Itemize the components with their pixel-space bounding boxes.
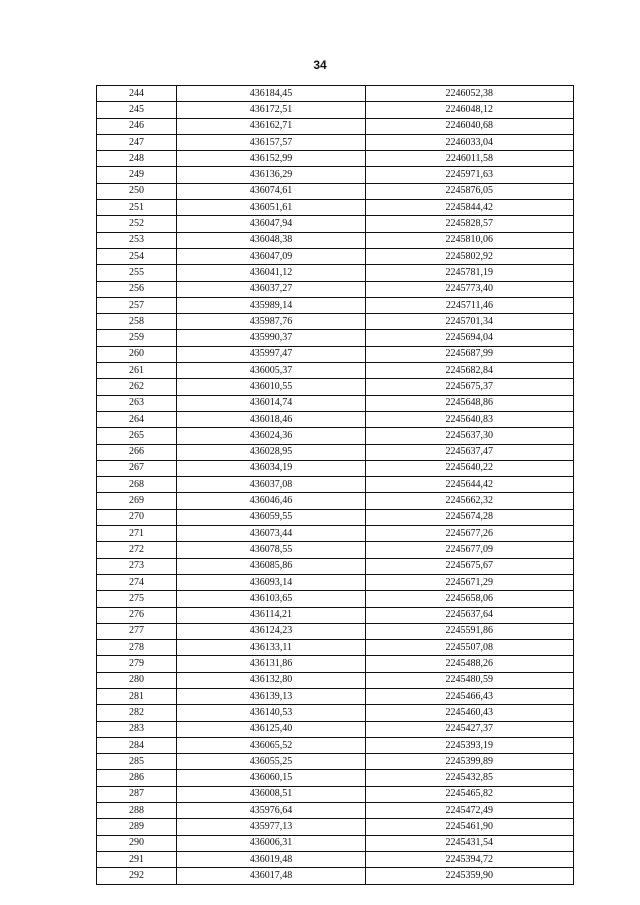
point-number-cell: 285 — [97, 754, 177, 770]
y-coordinate-cell: 2245671,29 — [366, 574, 574, 590]
table-row — [97, 770, 574, 786]
x-coordinate-cell: 436024,36 — [177, 428, 366, 444]
point-number-cell: 247 — [97, 134, 177, 150]
point-number-cell: 266 — [97, 444, 177, 460]
x-coordinate-cell: 435976,64 — [177, 803, 366, 819]
point-number-cell: 276 — [97, 607, 177, 623]
y-coordinate-cell: 2245677,09 — [366, 542, 574, 558]
point-number-cell: 272 — [97, 542, 177, 558]
table-row — [97, 835, 574, 851]
x-coordinate-cell: 436046,46 — [177, 493, 366, 509]
table-row — [97, 102, 574, 118]
point-number-cell: 284 — [97, 737, 177, 753]
table-row — [97, 819, 574, 835]
y-coordinate-cell: 2245461,90 — [366, 819, 574, 835]
point-number-cell: 246 — [97, 118, 177, 134]
y-coordinate-cell: 2245394,72 — [366, 851, 574, 867]
point-number-cell: 274 — [97, 574, 177, 590]
table-row — [97, 721, 574, 737]
point-number-cell: 268 — [97, 477, 177, 493]
x-coordinate-cell: 436037,27 — [177, 281, 366, 297]
point-number-cell: 278 — [97, 640, 177, 656]
point-number-cell: 270 — [97, 509, 177, 525]
table-row — [97, 786, 574, 802]
y-coordinate-cell: 2245427,37 — [366, 721, 574, 737]
y-coordinate-cell: 2245876,05 — [366, 183, 574, 199]
y-coordinate-cell: 2245637,30 — [366, 428, 574, 444]
x-coordinate-cell: 435990,37 — [177, 330, 366, 346]
table-row — [97, 754, 574, 770]
x-coordinate-cell: 436014,74 — [177, 395, 366, 411]
table-row — [97, 395, 574, 411]
point-number-cell: 288 — [97, 803, 177, 819]
y-coordinate-cell: 2245711,46 — [366, 297, 574, 313]
y-coordinate-cell: 2246040,68 — [366, 118, 574, 134]
x-coordinate-cell: 436085,86 — [177, 558, 366, 574]
y-coordinate-cell: 2245488,26 — [366, 656, 574, 672]
table-row — [97, 216, 574, 232]
table-row — [97, 134, 574, 150]
table-row — [97, 607, 574, 623]
point-number-cell: 258 — [97, 314, 177, 330]
point-number-cell: 262 — [97, 379, 177, 395]
x-coordinate-cell: 436034,19 — [177, 460, 366, 476]
point-number-cell: 253 — [97, 232, 177, 248]
y-coordinate-cell: 2245640,22 — [366, 460, 574, 476]
x-coordinate-cell: 436047,09 — [177, 248, 366, 264]
table-row — [97, 591, 574, 607]
y-coordinate-cell: 2245971,63 — [366, 167, 574, 183]
table-row — [97, 346, 574, 362]
page-number: 34 — [313, 58, 327, 72]
point-number-cell: 279 — [97, 656, 177, 672]
table-row — [97, 526, 574, 542]
y-coordinate-cell: 2245773,40 — [366, 281, 574, 297]
point-number-cell: 259 — [97, 330, 177, 346]
y-coordinate-cell: 2245431,54 — [366, 835, 574, 851]
table-row — [97, 444, 574, 460]
point-number-cell: 256 — [97, 281, 177, 297]
y-coordinate-cell: 2246011,58 — [366, 151, 574, 167]
point-number-cell: 283 — [97, 721, 177, 737]
x-coordinate-cell: 436008,51 — [177, 786, 366, 802]
x-coordinate-cell: 436136,29 — [177, 167, 366, 183]
point-number-cell: 277 — [97, 623, 177, 639]
point-number-cell: 249 — [97, 167, 177, 183]
table-row — [97, 297, 574, 313]
x-coordinate-cell: 436140,53 — [177, 705, 366, 721]
y-coordinate-cell: 2245810,06 — [366, 232, 574, 248]
x-coordinate-cell: 436184,45 — [177, 86, 366, 102]
y-coordinate-cell: 2245460,43 — [366, 705, 574, 721]
x-coordinate-cell: 436059,55 — [177, 509, 366, 525]
point-number-cell: 292 — [97, 868, 177, 884]
y-coordinate-cell: 2245591,86 — [366, 623, 574, 639]
y-coordinate-cell: 2245694,04 — [366, 330, 574, 346]
x-coordinate-cell: 436139,13 — [177, 688, 366, 704]
table-row — [97, 248, 574, 264]
y-coordinate-cell: 2245658,06 — [366, 591, 574, 607]
x-coordinate-cell: 435987,76 — [177, 314, 366, 330]
x-coordinate-cell: 436005,37 — [177, 363, 366, 379]
table-row — [97, 656, 574, 672]
point-number-cell: 261 — [97, 363, 177, 379]
x-coordinate-cell: 436065,52 — [177, 737, 366, 753]
y-coordinate-cell: 2245637,47 — [366, 444, 574, 460]
table-row — [97, 574, 574, 590]
table-row — [97, 493, 574, 509]
point-number-cell: 290 — [97, 835, 177, 851]
y-coordinate-cell: 2245640,83 — [366, 411, 574, 427]
y-coordinate-cell: 2245644,42 — [366, 477, 574, 493]
x-coordinate-cell: 436010,55 — [177, 379, 366, 395]
point-number-cell: 291 — [97, 851, 177, 867]
x-coordinate-cell: 436162,71 — [177, 118, 366, 134]
point-number-cell: 275 — [97, 591, 177, 607]
point-number-cell: 282 — [97, 705, 177, 721]
y-coordinate-cell: 2246033,04 — [366, 134, 574, 150]
y-coordinate-cell: 2245393,19 — [366, 737, 574, 753]
table-row — [97, 183, 574, 199]
y-coordinate-cell: 2245399,89 — [366, 754, 574, 770]
point-number-cell: 267 — [97, 460, 177, 476]
table-row — [97, 151, 574, 167]
y-coordinate-cell: 2245828,57 — [366, 216, 574, 232]
y-coordinate-cell: 2245507,08 — [366, 640, 574, 656]
table-row — [97, 477, 574, 493]
point-number-cell: 257 — [97, 297, 177, 313]
x-coordinate-cell: 436133,11 — [177, 640, 366, 656]
table-row — [97, 623, 574, 639]
table-row — [97, 672, 574, 688]
y-coordinate-cell: 2246048,12 — [366, 102, 574, 118]
point-number-cell: 289 — [97, 819, 177, 835]
table-row — [97, 330, 574, 346]
table-row — [97, 542, 574, 558]
point-number-cell: 281 — [97, 688, 177, 704]
table-row — [97, 314, 574, 330]
table-row — [97, 232, 574, 248]
y-coordinate-cell: 2245465,82 — [366, 786, 574, 802]
point-number-cell: 264 — [97, 411, 177, 427]
y-coordinate-cell: 2245466,43 — [366, 688, 574, 704]
table-row — [97, 558, 574, 574]
point-number-cell: 287 — [97, 786, 177, 802]
y-coordinate-cell: 2245472,49 — [366, 803, 574, 819]
table-row — [97, 509, 574, 525]
table-row — [97, 363, 574, 379]
y-coordinate-cell: 2245674,28 — [366, 509, 574, 525]
y-coordinate-cell: 2245682,84 — [366, 363, 574, 379]
x-coordinate-cell: 436073,44 — [177, 526, 366, 542]
x-coordinate-cell: 436047,94 — [177, 216, 366, 232]
x-coordinate-cell: 436051,61 — [177, 200, 366, 216]
x-coordinate-cell: 436060,15 — [177, 770, 366, 786]
table-row — [97, 411, 574, 427]
x-coordinate-cell: 436041,12 — [177, 265, 366, 281]
point-number-cell: 271 — [97, 526, 177, 542]
y-coordinate-cell: 2245359,90 — [366, 868, 574, 884]
table-row — [97, 688, 574, 704]
y-coordinate-cell: 2246052,38 — [366, 86, 574, 102]
table-row — [97, 868, 574, 884]
table-row — [97, 86, 574, 102]
table-row — [97, 460, 574, 476]
x-coordinate-cell: 436018,46 — [177, 411, 366, 427]
x-coordinate-cell: 436124,23 — [177, 623, 366, 639]
x-coordinate-cell: 436019,48 — [177, 851, 366, 867]
x-coordinate-cell: 436055,25 — [177, 754, 366, 770]
x-coordinate-cell: 436074,61 — [177, 183, 366, 199]
y-coordinate-cell: 2245675,67 — [366, 558, 574, 574]
x-coordinate-cell: 436114,21 — [177, 607, 366, 623]
x-coordinate-cell: 436172,51 — [177, 102, 366, 118]
x-coordinate-cell: 436048,38 — [177, 232, 366, 248]
point-number-cell: 254 — [97, 248, 177, 264]
y-coordinate-cell: 2245677,26 — [366, 526, 574, 542]
y-coordinate-cell: 2245802,92 — [366, 248, 574, 264]
x-coordinate-cell: 436028,95 — [177, 444, 366, 460]
x-coordinate-cell: 436157,57 — [177, 134, 366, 150]
y-coordinate-cell: 2245844,42 — [366, 200, 574, 216]
point-number-cell: 265 — [97, 428, 177, 444]
table-row — [97, 167, 574, 183]
coordinates-table — [96, 85, 574, 885]
x-coordinate-cell: 435989,14 — [177, 297, 366, 313]
point-number-cell: 286 — [97, 770, 177, 786]
point-number-cell: 255 — [97, 265, 177, 281]
y-coordinate-cell: 2245637,64 — [366, 607, 574, 623]
table-row — [97, 281, 574, 297]
table-row — [97, 118, 574, 134]
x-coordinate-cell: 436006,31 — [177, 835, 366, 851]
x-coordinate-cell: 436037,08 — [177, 477, 366, 493]
point-number-cell: 252 — [97, 216, 177, 232]
table-row — [97, 379, 574, 395]
table-body — [97, 86, 574, 885]
point-number-cell: 263 — [97, 395, 177, 411]
x-coordinate-cell: 435977,13 — [177, 819, 366, 835]
x-coordinate-cell: 436093,14 — [177, 574, 366, 590]
y-coordinate-cell: 2245480,59 — [366, 672, 574, 688]
x-coordinate-cell: 436103,65 — [177, 591, 366, 607]
point-number-cell: 251 — [97, 200, 177, 216]
y-coordinate-cell: 2245781,19 — [366, 265, 574, 281]
table-row — [97, 640, 574, 656]
y-coordinate-cell: 2245687,99 — [366, 346, 574, 362]
y-coordinate-cell: 2245662,32 — [366, 493, 574, 509]
x-coordinate-cell: 436152,99 — [177, 151, 366, 167]
point-number-cell: 245 — [97, 102, 177, 118]
x-coordinate-cell: 435997,47 — [177, 346, 366, 362]
table-row — [97, 428, 574, 444]
point-number-cell: 248 — [97, 151, 177, 167]
y-coordinate-cell: 2245648,86 — [366, 395, 574, 411]
table-row — [97, 737, 574, 753]
table-row — [97, 803, 574, 819]
point-number-cell: 273 — [97, 558, 177, 574]
point-number-cell: 250 — [97, 183, 177, 199]
table-row — [97, 265, 574, 281]
x-coordinate-cell: 436131,86 — [177, 656, 366, 672]
y-coordinate-cell: 2245701,34 — [366, 314, 574, 330]
x-coordinate-cell: 436125,40 — [177, 721, 366, 737]
y-coordinate-cell: 2245675,37 — [366, 379, 574, 395]
table-row — [97, 200, 574, 216]
table-row — [97, 705, 574, 721]
point-number-cell: 260 — [97, 346, 177, 362]
x-coordinate-cell: 436132,80 — [177, 672, 366, 688]
y-coordinate-cell: 2245432,85 — [366, 770, 574, 786]
x-coordinate-cell: 436078,55 — [177, 542, 366, 558]
x-coordinate-cell: 436017,48 — [177, 868, 366, 884]
point-number-cell: 280 — [97, 672, 177, 688]
table-row — [97, 851, 574, 867]
point-number-cell: 269 — [97, 493, 177, 509]
point-number-cell: 244 — [97, 86, 177, 102]
